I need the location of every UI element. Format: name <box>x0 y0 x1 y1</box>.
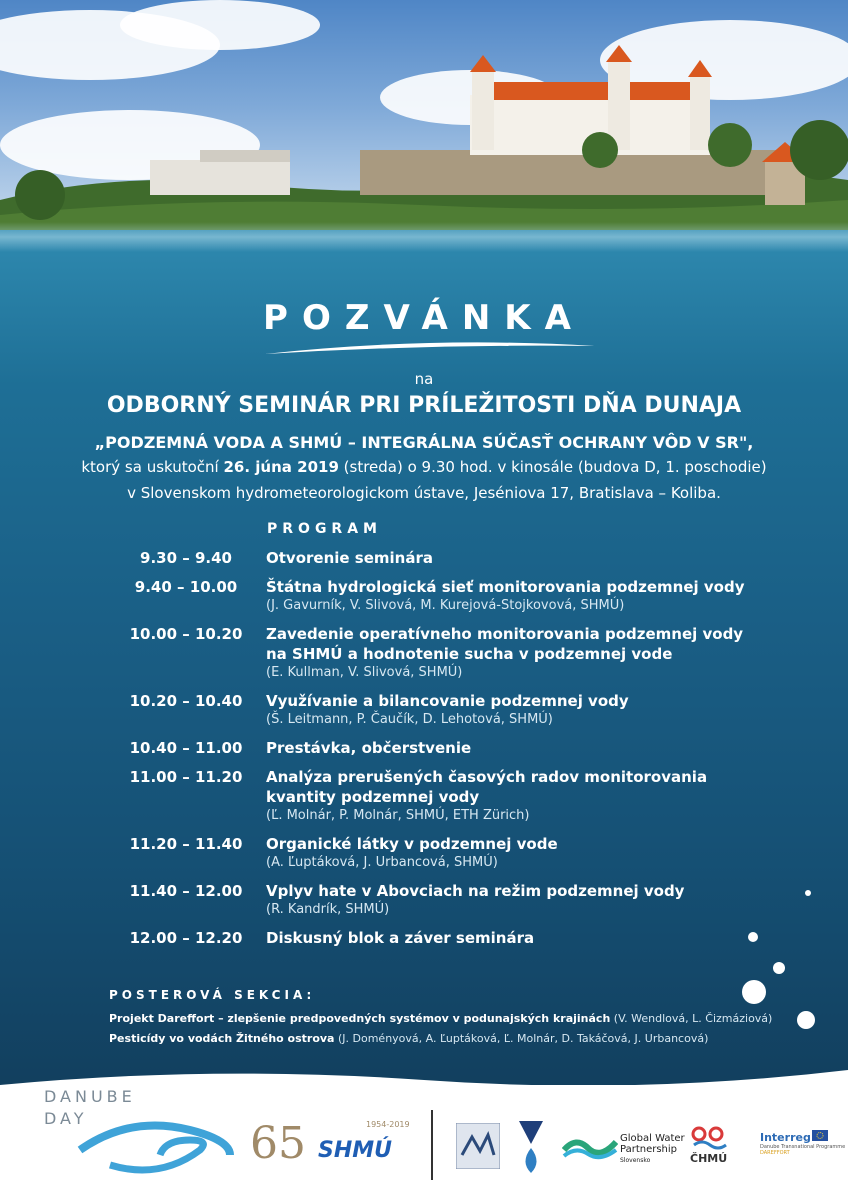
program-time: 11.40 – 12.00 <box>129 882 243 900</box>
program-time: 10.00 – 10.20 <box>129 625 243 643</box>
program-authors: (Ľ. Molnár, P. Molnár, SHMÚ, ETH Zürich) <box>266 808 530 823</box>
partner-logo-icon <box>456 1123 500 1169</box>
page-title: POZVÁNKA <box>263 298 585 338</box>
program-title: Zavedenie operatívneho monitorovania podzemnej vody <box>266 625 744 643</box>
bubble-decoration <box>805 890 811 896</box>
event-date-line <box>0 458 848 476</box>
program-item <box>106 834 806 872</box>
bubble-decoration <box>742 980 766 1004</box>
program-list <box>106 548 806 957</box>
water-surface <box>0 222 848 252</box>
eu-flag-icon <box>812 1130 828 1141</box>
header-photo <box>0 0 848 235</box>
program-item <box>106 577 806 615</box>
program-authors: (A. Ľuptáková, J. Urbancová, SHMÚ) <box>266 855 498 870</box>
interreg-logo <box>760 1131 845 1156</box>
program-time: 9.30 – 9.40 <box>140 549 232 567</box>
gwp-line: Partnership <box>620 1144 678 1155</box>
gwp-logo-text <box>620 1133 685 1166</box>
poster-item <box>109 1012 772 1025</box>
date-line-post: (streda) o 9.30 hod. v kinosále (budova D, 1. poschodie) <box>338 458 767 476</box>
interreg-subtext: Danube Transnational Programme <box>760 1144 846 1150</box>
poster-authors: (J. Doményová, A. Ľuptáková, Ľ. Molnár, D. Takáčová, J. Urbancová) <box>334 1032 709 1045</box>
program-heading: PROGRAM <box>267 521 382 537</box>
program-authors: (R. Kandrík, SHMÚ) <box>266 902 390 917</box>
program-title: Prestávka, občerstvenie <box>266 739 472 757</box>
program-item <box>106 624 806 682</box>
program-authors: (E. Kullman, V. Slivová, SHMÚ) <box>266 665 463 680</box>
bubble-decoration <box>773 962 785 974</box>
program-title: kvantity podzemnej vody <box>266 788 480 806</box>
program-item <box>106 928 806 948</box>
event-title: ODBORNÝ SEMINÁR PRI PRÍLEŽITOSTI DŇA DUNAJA <box>106 393 742 418</box>
program-item <box>106 738 806 758</box>
program-title: Diskusný blok a záver seminára <box>266 929 535 947</box>
title-swoosh <box>260 336 600 362</box>
poster-heading: POSTEROVÁ SEKCIA: <box>109 988 316 1002</box>
gwp-line: Slovensko <box>620 1157 651 1164</box>
program-title: Otvorenie seminára <box>266 549 433 567</box>
poster-title: Pesticídy vo vodách Žitného ostrova <box>109 1032 335 1045</box>
interreg-project: DAREFFORT <box>760 1150 790 1156</box>
program-item <box>106 881 806 919</box>
program-title: Vplyv hate v Abovciach na režim podzemnej vody <box>266 882 685 900</box>
program-time: 11.20 – 11.40 <box>129 835 243 853</box>
program-title: Využívanie a bilancovanie podzemnej vody <box>266 692 629 710</box>
program-title: Štátna hydrologická sieť monitorovania podzemnej vody <box>266 578 745 596</box>
na-label: na <box>414 370 434 388</box>
event-date: 26. júna 2019 <box>223 458 339 476</box>
program-time: 11.00 – 11.20 <box>129 768 243 786</box>
program-time: 12.00 – 12.20 <box>129 929 243 947</box>
program-item <box>106 767 806 825</box>
anniversary-years: 1954-2019 <box>366 1120 410 1129</box>
footer-divider <box>431 1110 433 1180</box>
program-time: 10.40 – 11.00 <box>129 739 243 757</box>
poster-item <box>109 1032 708 1045</box>
bubble-decoration <box>797 1011 815 1029</box>
day-word: DAY <box>44 1109 88 1128</box>
program-title: Analýza prerušených časových radov monitorovania <box>266 768 708 786</box>
program-title: Organické látky v podzemnej vode <box>266 835 558 853</box>
danube-swirl-icon <box>70 1110 240 1180</box>
shmu-logo-text: SHMÚ <box>318 1138 393 1163</box>
program-item <box>106 548 806 568</box>
chmu-circles-icon <box>690 1125 730 1151</box>
interreg-text: Interreg <box>760 1131 811 1144</box>
castle-illustration <box>0 0 848 235</box>
program-item <box>106 691 806 729</box>
anniversary-number: 65 <box>250 1118 306 1169</box>
danube-word: DANUBE <box>44 1087 136 1106</box>
chmu-logo-text: ČHMÚ <box>690 1152 728 1165</box>
event-location: v Slovenskom hydrometeorologickom ústave, Jeséniova 17, Bratislava – Koliba. <box>127 484 721 502</box>
water-drop-icon <box>516 1118 546 1176</box>
event-subtitle: „PODZEMNÁ VODA A SHMÚ – INTEGRÁLNA SÚČASŤ OCHRANY VÔD V SR", <box>94 433 754 452</box>
poster-title: Projekt Dareffort – zlepšenie predpovedných systémov v podunajských krajinách <box>109 1012 611 1025</box>
gwp-line: Global Water <box>620 1133 685 1144</box>
poster-authors: (V. Wendlová, L. Čizmáziová) <box>610 1012 773 1025</box>
bubble-decoration <box>748 932 758 942</box>
gwp-wave-icon <box>562 1132 618 1160</box>
date-line-pre: ktorý sa uskutoční <box>81 458 224 476</box>
program-authors: (J. Gavurník, V. Slivová, M. Kurejová-Stojkovová, SHMÚ) <box>266 598 625 613</box>
program-authors: (Š. Leitmann, P. Čaučík, D. Lehotová, SHMÚ) <box>266 712 553 727</box>
program-time: 10.20 – 10.40 <box>129 692 243 710</box>
program-time: 9.40 – 10.00 <box>134 578 238 596</box>
program-title: na SHMÚ a hodnotenie sucha v podzemnej vode <box>266 645 673 663</box>
